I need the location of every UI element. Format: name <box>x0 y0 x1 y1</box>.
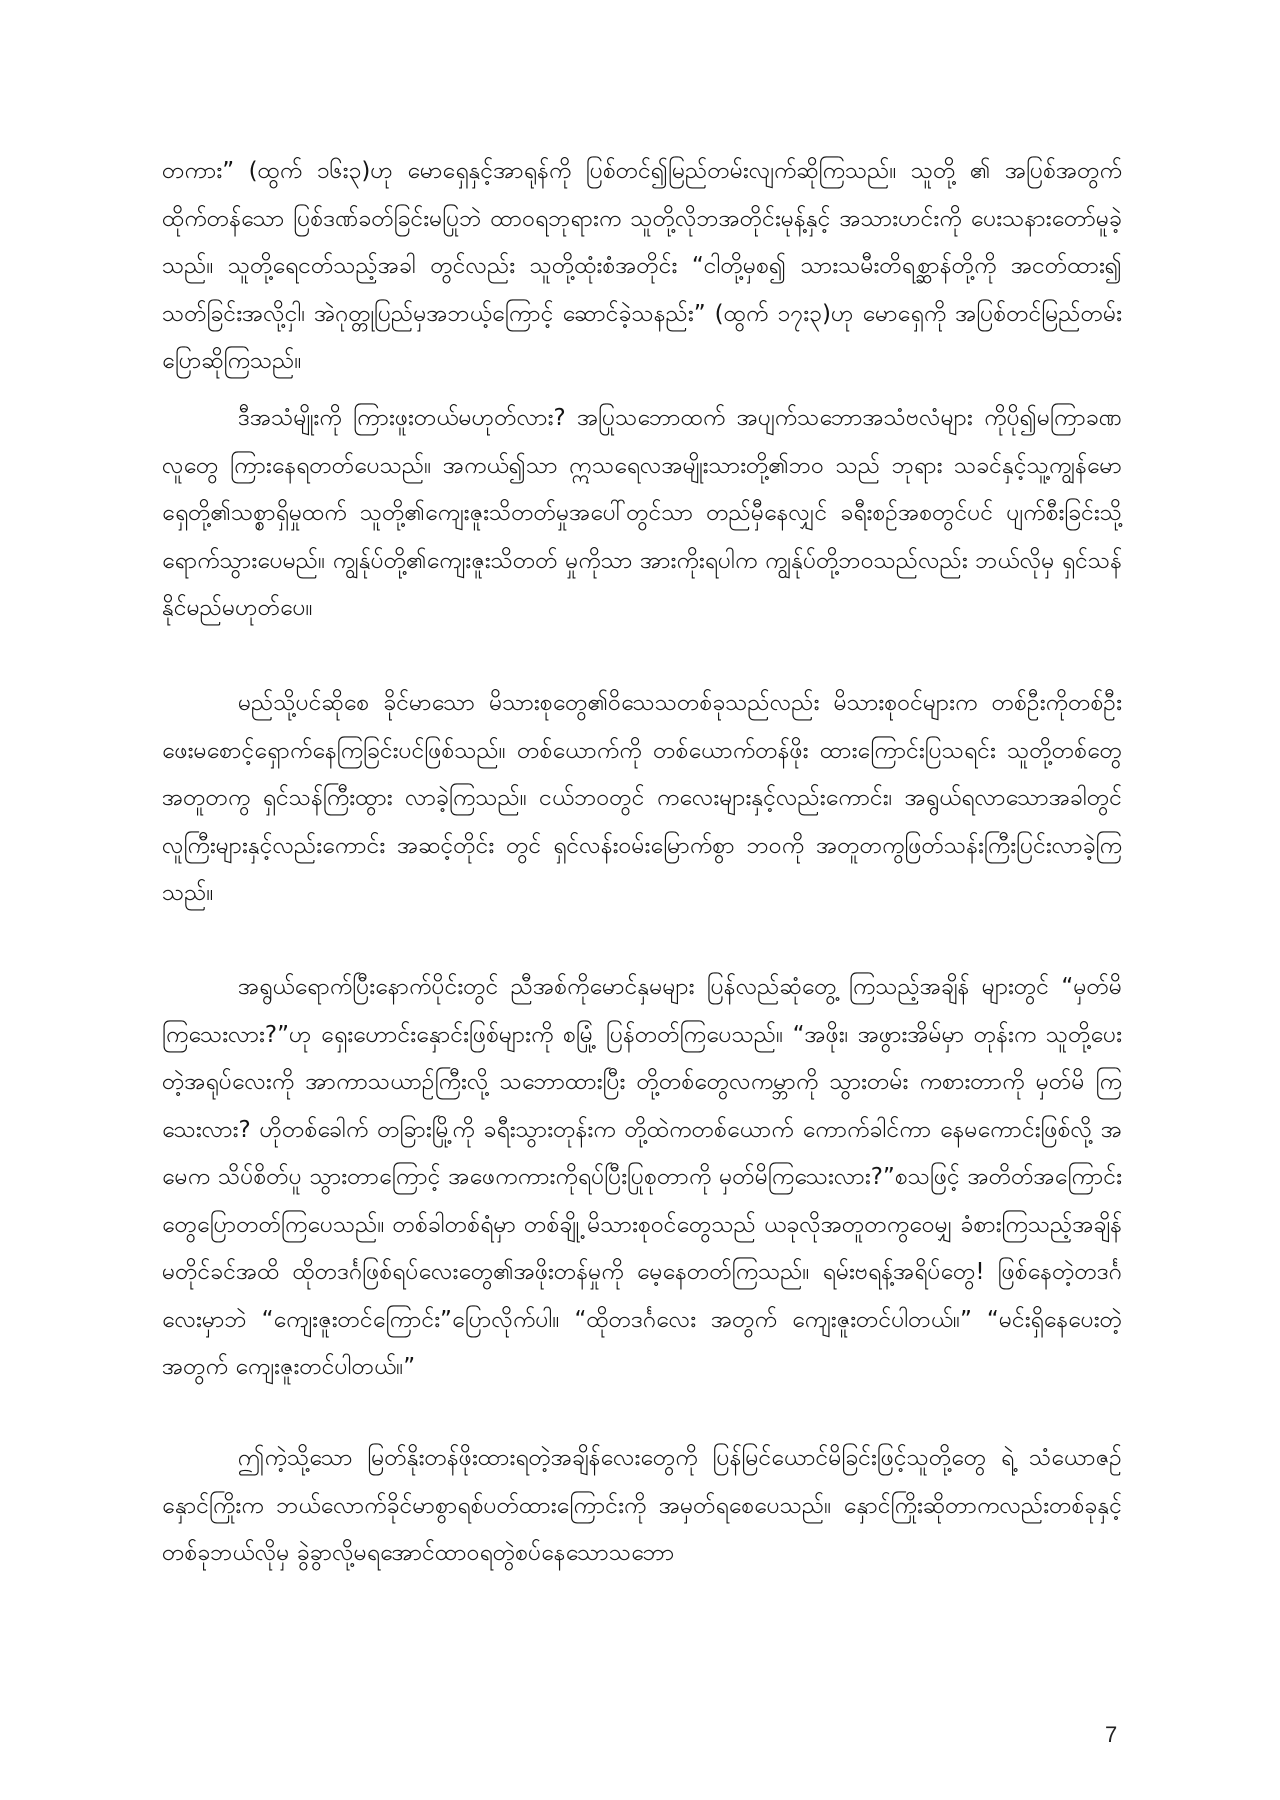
paragraph-2: ဒီအသံမျိုးကို ကြားဖူးတယ်မဟုတ်လား? အပြုသဘောထက် အပျက်သဘောအသံဗလံများ ကိုပို၍မကြာခဏလူတွေ ကြားနေရတတ်ပေသည်။ အကယ်၍သာ ဣသရေလအမျိုးသားတို့၏ဘဝ သည် ဘုရား သခင်နှင့်သူ့ကျွန်မောရှေတို့၏သစ္စာရှိမှုထက် သူတို့၏ကျေးဇူးသိတတ်မှုအပေါ်တွင်သာ တည်မှီနေလျှင် ခရီးစဉ်အစတွင်ပင် ပျက်စီးခြင်းသို့ရောက်သွားပေမည်။ ကျွန်ုပ်တို့၏ကျေးဇူးသိတတ် မှုကိုသာ အားကိုးရပါက ကျွန်ုပ်တို့ဘဝသည်လည်း ဘယ်လိုမှ ရှင်သန်နိုင်မည်မဟုတ်ပေ။ <box>162 405 1122 621</box>
page-number: 7 <box>1105 1722 1118 1747</box>
paragraph-5: ဤကဲ့သို့သော မြတ်နိုးတန်ဖိုးထားရတဲ့အချိန်လေးတွေကို ပြန်မြင်ယောင်မိခြင်းဖြင့်သူတို့တွေ ရဲ့ သံယောဇဉ်နှောင်ကြိုးက ဘယ်လောက်ခိုင်မာစွာရစ်ပတ်ထားကြောင်းကို အမှတ်ရစေပေသည်။ နှောင်ကြိုးဆိုတာကလည်းတစ်ခုနှင့်တစ်ခုဘယ်လိုမှ ခွဲခွာလို့မရအောင်ထာဝရတွဲစပ်နေသောသဘော <box>162 1445 1122 1566</box>
paragraph-3: မည်သို့ပင်ဆိုစေ ခိုင်မာသော မိသားစုတွေ၏ဝိသေသတစ်ခုသည်လည်း မိသားစုဝင်များက တစ်ဦးကိုတစ်ဦးဖေးမစောင့်ရှောက်နေကြခြင်းပင်ဖြစ်သည်။ တစ်ယောက်ကို တစ်ယောက်တန်ဖိုး ထားကြောင်းပြသရင်း သူတို့တစ်တွေ အတူတကွ ရှင်သန်ကြီးထွား လာခဲ့ကြသည်။ ငယ်ဘဝတွင် ကလေးများနှင့်လည်းကောင်း၊ အရွယ်ရလာသောအခါတွင် လူကြီးများနှင့်လည်းကောင်း အဆင့်တိုင်း တွင် ရှင်လန်းဝမ်းမြောက်စွာ ဘဝကို အတူတကွဖြတ်သန်းကြီးပြင်းလာခဲ့ကြသည်။ <box>162 690 1122 906</box>
paragraph-1: တကား” (ထွက် ၁၆း၃)ဟု မောရှေနှင့်အာရုန်ကို ပြစ်တင်၍မြည်တမ်းလျက်ဆိုကြသည်။ သူတို့ ၏ အပြစ်အတွက်ထိုက်တန်သော ပြစ်ဒဏ်ခတ်ခြင်းမပြုဘဲ ထာဝရဘုရားက သူတို့လိုဘအတိုင်းမုန့်နှင့် အသားဟင်းကို ပေးသနားတော်မူခဲ့သည်။ သူတို့ရေငတ်သည့်အခါ တွင်လည်း သူတို့ထုံးစံအတိုင်း “ငါတို့မှစ၍ သားသမီးတိရစ္ဆာန်တို့ကို အငတ်ထား၍ သတ်ခြင်းအလို့ငှါ၊ အဲဂုတ္တုပြည်မှအဘယ့်ကြောင့် ဆောင်ခဲ့သနည်း” (ထွက် ၁၇း၃)ဟု မောရှေကို အပြစ်တင်မြည်တမ်းပြောဆိုကြသည်။ <box>162 158 1122 374</box>
paragraph-4: အရွယ်ရောက်ပြီးနောက်ပိုင်းတွင် ညီအစ်ကိုမောင်နှမများ ပြန်လည်ဆုံတွေ့ ကြသည့်အချိန် များတွင် “မှတ်မိကြသေးလား?”ဟု ရှေးဟောင်းနှောင်းဖြစ်များကို စမြုံ့ ပြန်တတ်ကြပေသည်။ “အဖိုး၊ အဖွားအိမ်မှာ တုန်းက သူတို့ပေးတဲ့အရုပ်လေးကို အာကာသယာဉ်ကြီးလို့ သဘောထားပြီး တို့တစ်တွေလကမ္ဘာကို သွားတမ်း ကစားတာကို မှတ်မိ ကြသေးလား? ဟိုတစ်ခေါက် တခြားမြို့ကို ခရီးသွားတုန်းက တို့ထဲကတစ်ယောက် ကောက်ခါင်ကာ နေမကောင်းဖြစ်လို့ အမေက သိပ်စိတ်ပူ သွားတာကြောင့် အဖေကကားကိုရပ်ပြီးပြုစုတာကို မှတ်မိကြသေးလား?”စသဖြင့် အတိတ်အကြောင်း တွေပြောတတ်ကြပေသည်။ တစ်ခါတစ်ရံမှာ တစ်ချို့ မိသားစုဝင်တွေသည် ယခုလိုအတူတကွဝေမျှ ခံစားကြသည့်အချိန်မတိုင်ခင်အထိ ထိုတဒင်္ဂဖြစ်ရပ်လေးတွေ၏အဖိုးတန်မှုကို မေ့နေတတ်ကြသည်။ ရမ်းဗရန့်အရိပ်တွေ! ဖြစ်နေတဲ့တဒင်္ဂလေးမှာဘဲ “ကျေးဇူးတင်ကြောင်း”ပြောလိုက်ပါ။ “ထိုတဒင်္ဂလေး အတွက် ကျေးဇူးတင်ပါတယ်။” “မင်းရှိနေပေးတဲ့အတွက် ကျေးဇူးတင်ပါတယ်။” <box>162 974 1122 1380</box>
